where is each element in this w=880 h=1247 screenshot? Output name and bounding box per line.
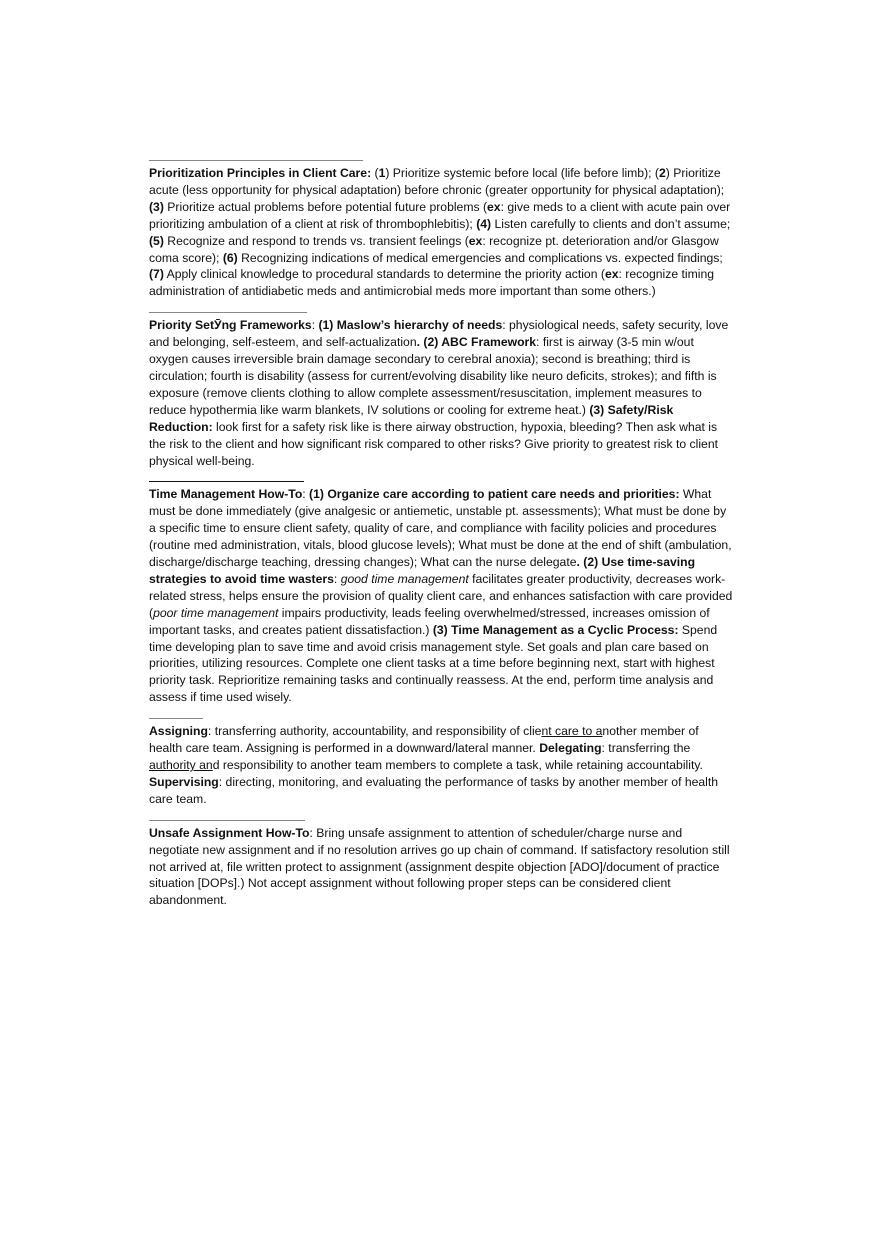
text-run: : physiological needs, safety security, love and belonging, self-esteem, and self-actualization (149, 318, 729, 350)
text-run: authority an (149, 758, 213, 772)
prioritization-principles-paragraph (149, 165, 733, 300)
text-run: Recognizing indications of medical emergencies and complications vs. expected findings; (237, 250, 723, 265)
text-run: : directing, monitoring, and evaluating the performance of tasks by another member of health care team. (149, 774, 719, 806)
text-run: good time management (340, 571, 469, 586)
text-run: Assigning (149, 724, 208, 739)
text-run: poor time management (153, 605, 279, 620)
text-run: What must be done immediately (give analgesic or antiemetic, unstable pt. assessments); What must be done by a specific time to ensure client safety, quality of care, and compliance with facility policies and procedures (routine med administration, vitals, blood glucose levels); What must be done at the end of shift (ambulation, discharge/discharge teaching, dressing changes); What can the nurse delegate (149, 487, 732, 570)
text-run: . (2) ABC Framework (416, 335, 537, 350)
text-run: (5) (149, 233, 164, 248)
assigning-delegating-paragraph (149, 723, 733, 808)
text-run: ex (468, 233, 483, 248)
section-divider (149, 481, 304, 482)
text-run: Supervising (149, 774, 219, 789)
text-run: 1 (378, 166, 386, 180)
text-run: Spend time developing plan to save time and avoid crisis management style. Set goals and plan care based on priorities, utilizing resources. Complete one client tasks at a time before beginning next, start with highest priority task. Reprioritize remaining tasks and continually reassess. At the end, perform time analysis and assess if time used wisely. (149, 622, 718, 705)
text-run: . (2) Use time-saving strategies to avoid time wasters (149, 555, 696, 586)
text-run: Time Management How-To (149, 487, 303, 502)
text-run: Recognize and respond to trends vs. transient feelings ( (163, 233, 469, 248)
text-run: Unsafe Assignment How-To (149, 825, 310, 840)
document-body (149, 160, 733, 921)
unsafe-assignment-paragraph (149, 825, 733, 910)
section-divider (149, 312, 307, 313)
text-run: ex (487, 199, 501, 214)
text-run: (1) Maslow’s hierarchy of needs (318, 318, 503, 333)
text-run: nt care to a (541, 724, 603, 739)
text-run: impairs productivity, leads feeling overwhelmed/stressed, increases omission of important tasks, and creates patient dissatisfaction.) (149, 605, 710, 637)
text-run: : recognize pt. deterioration and/or Glasgow coma score); (149, 233, 719, 265)
text-run: ) Prioritize systemic before local (life before limb); ( (385, 166, 659, 180)
text-run: (4) (476, 216, 492, 231)
text-run: Delegating (539, 741, 602, 756)
text-run: (6) (222, 250, 238, 265)
section-divider (149, 820, 305, 821)
text-run: nother member of health care team. Assigning is performed in a downward/lateral manner. (149, 724, 699, 756)
text-run: Priority SetӮng Frameworks (149, 318, 312, 333)
text-run: look first for a safety risk like is there airway obstruction, hypoxia, bleeding? Then ask what is the risk to the client and how significant risk compared to other risks? Give priority to greatest risk to client physical well-being. (149, 419, 718, 468)
text-run: ) Prioritize acute (less opportunity for physical adaptation) before chronic (greater opportunity for physical adaptation); (149, 166, 725, 197)
text-run: : (333, 571, 341, 586)
priority-frameworks-paragraph (149, 317, 733, 469)
text-run: (7) (149, 267, 164, 282)
text-run: ( (371, 166, 379, 180)
text-run: Prioritize actual problems before potential future problems ( (163, 199, 488, 214)
text-run: : (311, 318, 319, 333)
text-run: : transferring the (601, 741, 691, 756)
text-run: : transferring authority, accountability, and responsibility of clie (207, 724, 542, 739)
text-run: : give meds to a client with acute pain over prioritizing ambulation of a client at risk of thrombophlebitis); (149, 199, 731, 231)
text-run: (3) (149, 199, 164, 214)
text-run: : first is airway (3-5 min w/out oxygen causes irreversible brain damage secondary to cerebral anoxia); second is breathing; third is circulation; fourth is disability (assess for current/evolving disability like neuro deficits, strokes); and fifth is exposure (remove clients clothing to allow complete assessment/resuscitation, implement measures to reduce hypothermia like warm blankets, IV solutions or cooling for extreme heat.) (149, 335, 717, 417)
text-run: facilitates greater productivity, decreases work-related stress, helps ensure the provision of quality client care, and enhances satisfaction with care provided ( (149, 571, 733, 620)
section-divider (149, 160, 363, 161)
text-run: (3) Safety/Risk Reduction: (149, 402, 674, 434)
text-run: Apply clinical knowledge to procedural standards to determine the priority action ( (163, 267, 605, 282)
text-run: d responsibility to another team members to complete a task, while retaining accountability. (212, 758, 703, 772)
text-run: Listen carefully to clients and don’t assume; (491, 216, 731, 231)
text-run: : (302, 487, 310, 502)
text-run: ex (604, 267, 619, 282)
text-run: Prioritization Principles in Client Care: (149, 166, 372, 180)
text-run: : recognize timing administration of antidiabetic meds and antimicrobial meds more important than some others.) (149, 267, 715, 299)
text-run: : Bring unsafe assignment to attention of scheduler/charge nurse and negotiate new assignment and if no resolution arrives go up chain of command. If satisfactory resolution still not arrived at, file written protect to assignment (assignment despite objection [ADO]/document of practice situation [DOPs].) Not accept assignment without following proper steps can be considered client abandonment. (149, 825, 730, 908)
section-divider (149, 718, 203, 719)
time-management-paragraph (149, 486, 733, 706)
text-run: (3) Time Management as a Cyclic Process: (432, 622, 679, 637)
text-run: (1) Organize care according to patient care needs and priorities: (309, 487, 680, 502)
text-run: 2 (658, 166, 666, 180)
